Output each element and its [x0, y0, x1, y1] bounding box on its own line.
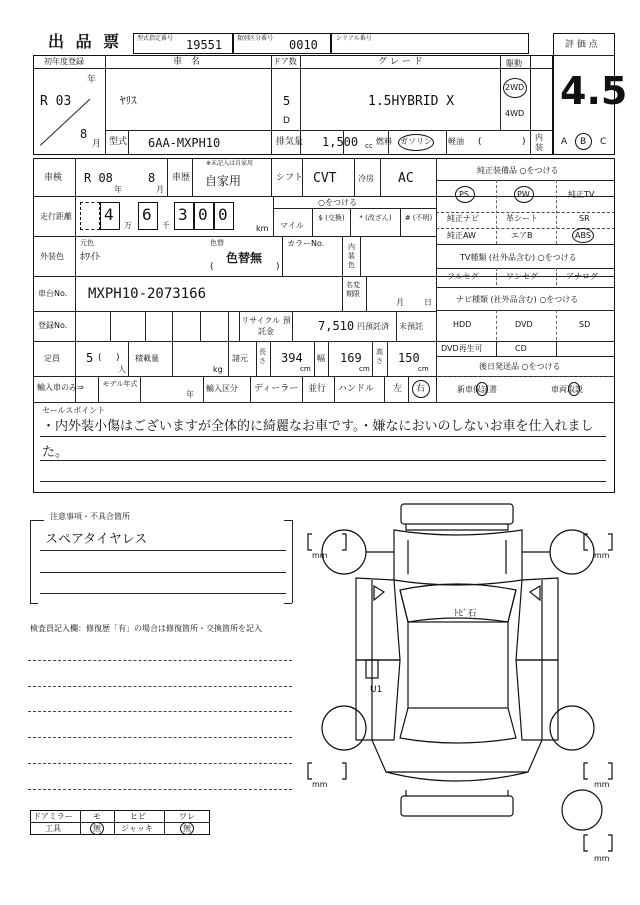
- later-head: 後日発送品 ○をつける: [479, 362, 561, 371]
- mileage-digit: 4: [104, 205, 114, 224]
- length: 394: [281, 351, 303, 365]
- int-color-label: 内装色: [348, 243, 355, 269]
- repaint-label: 色替: [210, 239, 224, 247]
- model-no: 19551: [186, 38, 223, 52]
- tv-item: フルセグ: [447, 272, 479, 281]
- capacity: 5: [86, 351, 94, 365]
- fuel-label: 燃料: [376, 137, 392, 146]
- dealer: ディーラー: [254, 384, 299, 394]
- eq-item: PS: [459, 190, 469, 199]
- recycle-not: 未預託: [399, 322, 423, 331]
- orig-color: ﾎﾜｲﾄ: [80, 252, 100, 263]
- width: 169: [340, 351, 362, 365]
- notes-label: 注意事項・不具合箇所: [50, 512, 130, 521]
- model-no-label: 型式指定番号: [137, 35, 174, 42]
- inspector-label: 検査員記入欄：修復歴「有」の場合は修復箇所・交換箇所を記入: [30, 624, 262, 633]
- color-no-label: カラーNo.: [287, 239, 325, 248]
- notes-text: スペアタイヤレス: [45, 532, 148, 547]
- damage-mark-u1: U1: [370, 685, 383, 695]
- light-oil: 軽油: [448, 137, 464, 146]
- mileage-digit-box: [80, 202, 100, 230]
- mm-unit: mm: [312, 551, 328, 560]
- interior-b: B: [580, 137, 587, 147]
- mileage-digit: 0: [218, 205, 228, 224]
- navi-item: HDD: [453, 320, 472, 329]
- recycle-label: リサイクル 預託金: [241, 316, 291, 336]
- equipment-head: 純正装備品 ○をつける: [477, 166, 559, 175]
- interior-a: A: [561, 137, 568, 147]
- history-label: 車歴: [172, 173, 191, 183]
- cd: CD: [515, 344, 527, 353]
- model-year-label: モデル年式: [102, 380, 138, 388]
- tv-head: TV種類 (社外品含む) ○をつける: [460, 253, 577, 262]
- first-reg-month: 8: [80, 127, 88, 141]
- type: 6AA-MXPH10: [148, 136, 221, 150]
- length-cm: cm: [300, 365, 311, 373]
- width-label: 幅: [317, 354, 325, 363]
- mileage-km: km: [256, 224, 269, 233]
- score-label: 評 価 点: [565, 40, 598, 50]
- damage-mark-tobiishi: ﾄﾋﾞ石: [454, 609, 477, 619]
- mileage-sen: 千: [162, 221, 170, 230]
- dims-label: 諸元: [232, 354, 248, 363]
- handle-left: 左: [393, 384, 403, 394]
- chassis: MXPH10-2073166: [88, 286, 207, 302]
- class-no-label: 類別区分番号: [237, 35, 274, 42]
- doors-label: ドア数: [273, 57, 297, 66]
- car-diagram: [296, 500, 620, 880]
- grade: 1.5HYBRID X: [368, 94, 455, 109]
- mm-unit: mm: [594, 551, 610, 560]
- later-item: 新車保証書: [457, 385, 497, 394]
- navi-item: DVD: [515, 320, 533, 329]
- eq-item: 純正AW: [447, 231, 476, 240]
- score-value: 4.5: [560, 69, 628, 113]
- interior-label: 内装: [535, 133, 543, 152]
- load-label: 積載量: [135, 354, 159, 363]
- shift-label: シフト: [276, 173, 304, 183]
- odo-unknown: # (不明): [404, 214, 433, 222]
- tv-item: ワンセグ: [506, 272, 538, 281]
- height: 150: [398, 351, 420, 365]
- door-type: D: [283, 116, 290, 126]
- name-change-label: 名変期限: [346, 281, 360, 298]
- handle: ハンドル: [338, 384, 375, 394]
- jack-label: ジャッキ: [121, 824, 153, 833]
- first-reg-year: R 03: [40, 94, 72, 109]
- color-label: 外装色: [40, 252, 64, 261]
- class-no: 0010: [289, 38, 318, 52]
- fuel-gasoline: ガソリン: [400, 137, 432, 146]
- car-name-label: 車 名: [173, 57, 201, 67]
- eq-item: 純正ナビ: [447, 214, 479, 223]
- mirror-mojo: モ: [93, 812, 101, 821]
- later-item: 車両取説: [551, 385, 583, 394]
- length-label: 長さ: [259, 348, 266, 365]
- later-torisetsu-circle: [568, 382, 580, 396]
- ac: AC: [398, 171, 414, 186]
- mileage-digit: 6: [142, 205, 152, 224]
- name-change-day: 日: [424, 298, 432, 307]
- first-reg-month-unit: 月: [92, 139, 102, 149]
- displacement-label: 排気量: [276, 137, 304, 147]
- height-label: 高さ: [376, 348, 383, 365]
- name-change-month: 月: [396, 298, 404, 307]
- odo-swap: $ (交換): [318, 214, 345, 222]
- inspection-month: 8: [148, 171, 156, 185]
- mirror-label: ドアミラー: [33, 812, 73, 821]
- doors: 5: [283, 94, 291, 108]
- serial-label: シリアル番号: [336, 35, 372, 42]
- mileage-man: 万: [124, 221, 132, 230]
- mileage-label: 走行距離: [40, 212, 72, 221]
- capacity-unit: 人: [118, 365, 126, 374]
- first-reg-label: 初年度登録: [44, 57, 84, 66]
- tools-label: 工具: [45, 824, 61, 833]
- chassis-label: 車台No.: [38, 289, 68, 298]
- inspection-year-unit: 年: [114, 185, 122, 194]
- mileage-mile: マイル: [280, 221, 304, 230]
- mm-unit: mm: [594, 854, 610, 863]
- mileage-digit: 0: [198, 205, 208, 224]
- displacement: 1,500: [322, 135, 359, 149]
- car-name: ﾔﾘｽ: [120, 94, 137, 107]
- dvd: DVD再生可: [441, 344, 483, 353]
- type-label: 型式: [109, 137, 128, 147]
- width-cm: cm: [359, 365, 370, 373]
- grade-label: グ レ ー ド: [378, 57, 423, 67]
- mm-unit: mm: [594, 780, 610, 789]
- recycle: 7,510: [318, 319, 355, 333]
- drive-2wd: 2WD: [505, 83, 525, 92]
- tools-nashi: 無: [93, 824, 101, 833]
- parallel: 並行: [308, 384, 327, 394]
- history: 自家用: [205, 174, 242, 188]
- import-label: 輸入車のみ⇒: [37, 383, 84, 392]
- jack-nashi: 無: [183, 824, 191, 833]
- orig-color-label: 元色: [80, 239, 94, 247]
- eq-item: ABS: [575, 231, 591, 240]
- history-note: ※未記入は自家用: [206, 160, 254, 167]
- navi-item: SD: [579, 320, 591, 329]
- mileage-digit: 3: [178, 205, 188, 224]
- inspection-label: 車検: [44, 173, 63, 183]
- interior-c: C: [600, 137, 607, 147]
- shift: CVT: [313, 171, 337, 186]
- reg-label: 登録No.: [38, 321, 68, 330]
- height-cm: cm: [418, 365, 429, 373]
- load-kg: kg: [213, 365, 223, 374]
- odo-alter: * (改ざん): [359, 214, 392, 222]
- sales-label: セールスポイント: [42, 406, 106, 415]
- glass-hibi: ヒビ: [130, 812, 146, 821]
- mm-unit: mm: [312, 780, 328, 789]
- inspection-month-unit: 月: [156, 185, 164, 194]
- first-reg-year-unit: 年: [87, 75, 97, 85]
- sales-line1: ・内外装小傷はございますが全体的に綺麗なお車です。・嫌なにおいのしないお車を仕入れまし: [42, 419, 594, 434]
- handle-right: 右: [416, 384, 426, 394]
- eq-item: 純正TV: [568, 190, 595, 199]
- mm-brackets: [308, 534, 612, 851]
- ac-label: 冷房: [358, 174, 374, 183]
- inspection-year: R 08: [84, 171, 113, 185]
- form-title: 出 品 票: [48, 32, 123, 51]
- navi-head: ナビ種類 (社外品含む) ○をつける: [456, 295, 579, 304]
- odo-head: ○をつける: [318, 198, 357, 207]
- eq-item: SR: [579, 214, 590, 223]
- eq-item: PW: [517, 190, 530, 199]
- repaint: 色替無: [226, 251, 263, 265]
- later-hoshou-circle: [476, 382, 488, 396]
- recycle-done: 円預託済: [357, 322, 389, 331]
- drive-4wd: 4WD: [505, 109, 525, 118]
- eq-item: 革シート: [506, 214, 538, 223]
- import-class-label: 輸入区分: [206, 384, 238, 393]
- model-year-unit: 年: [186, 390, 194, 399]
- tv-item: アナログ: [566, 272, 598, 281]
- capacity-label: 定員: [44, 354, 60, 363]
- drive-label: 駆動: [506, 59, 522, 68]
- eq-item: エアB: [511, 231, 533, 240]
- cc-unit: cc: [365, 142, 373, 150]
- sales-line2: た。: [42, 445, 69, 460]
- glass-ware: ワレ: [179, 812, 195, 821]
